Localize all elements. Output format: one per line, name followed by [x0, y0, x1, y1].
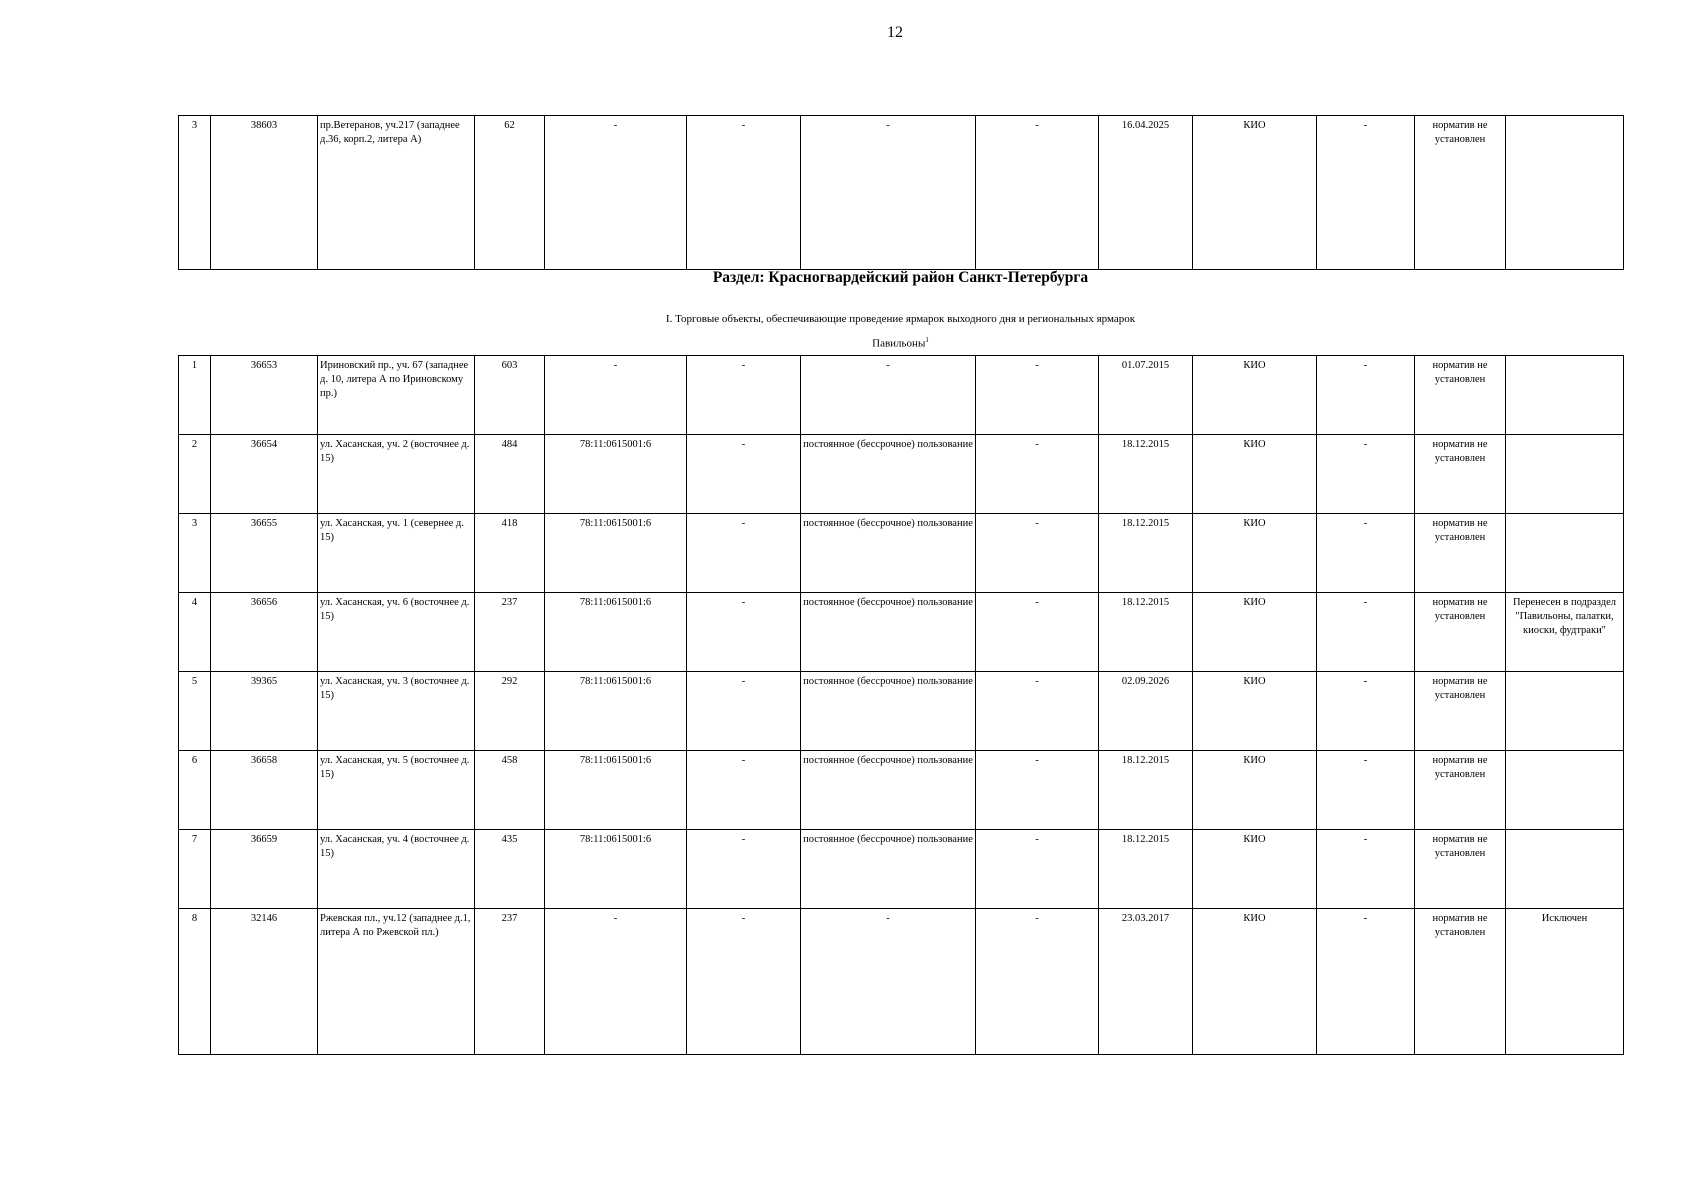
cell-col-6: - — [687, 356, 801, 435]
cell-col-8: - — [976, 435, 1099, 514]
cell-note — [1506, 830, 1624, 909]
top-table — [178, 115, 1624, 270]
cell-row-number: 1 — [179, 356, 211, 435]
cell-date: 18.12.2015 — [1099, 593, 1193, 672]
cell-address: Ржевская пл., уч.12 (западнее д.1, литера А по Ржевской пл.) — [318, 909, 475, 1055]
cell-col-8: - — [976, 751, 1099, 830]
cell-cadastral-number: - — [545, 909, 687, 1055]
cell-address: ул. Хасанская, уч. 3 (восточнее д. 15) — [318, 672, 475, 751]
cell-right-type: постоянное (бессрочное) пользование — [801, 514, 976, 593]
cell-cadastral-number: - — [545, 356, 687, 435]
cell-address: пр.Ветеранов, уч.217 (западнее д.36, корп.2, литера А) — [318, 116, 475, 270]
cell-col-6: - — [687, 116, 801, 270]
cell-area: 484 — [475, 435, 545, 514]
cell-object-id: 36659 — [211, 830, 318, 909]
cell-col-6: - — [687, 751, 801, 830]
page-number: 12 — [887, 24, 903, 41]
cell-authority: КИО — [1193, 909, 1317, 1055]
cell-norm: норматив не установлен — [1415, 830, 1506, 909]
cell-norm: норматив не установлен — [1415, 514, 1506, 593]
cell-row-number: 5 — [179, 672, 211, 751]
cell-cadastral-number: 78:11:0615001:6 — [545, 830, 687, 909]
cell-right-type: - — [801, 116, 976, 270]
cell-object-id: 32146 — [211, 909, 318, 1055]
cell-right-type: постоянное (бессрочное) пользование — [801, 435, 976, 514]
cell-norm: норматив не установлен — [1415, 751, 1506, 830]
table-row — [179, 672, 1624, 751]
cell-col-8: - — [976, 909, 1099, 1055]
cell-date: 16.04.2025 — [1099, 116, 1193, 270]
cell-col-6: - — [687, 593, 801, 672]
cell-col-8: - — [976, 116, 1099, 270]
cell-address: ул. Хасанская, уч. 2 (восточнее д. 15) — [318, 435, 475, 514]
cell-area: 62 — [475, 116, 545, 270]
cell-right-type: - — [801, 356, 976, 435]
subsection-title: I. Торговые объекты, обеспечивающие проведение ярмарок выходного дня и региональных ярмарок — [665, 313, 1136, 325]
cell-norm: норматив не установлен — [1415, 356, 1506, 435]
cell-object-id: 39365 — [211, 672, 318, 751]
cell-address: ул. Хасанская, уч. 6 (восточнее д. 15) — [318, 593, 475, 672]
cell-right-type: постоянное (бессрочное) пользование — [801, 751, 976, 830]
cell-area: 237 — [475, 909, 545, 1055]
cell-col-6: - — [687, 672, 801, 751]
section-title: Раздел: Красногвардейский район Санкт-Петербурга — [712, 269, 1089, 286]
cell-note — [1506, 356, 1624, 435]
table-row — [179, 830, 1624, 909]
cell-note — [1506, 514, 1624, 593]
cell-col-11: - — [1317, 751, 1415, 830]
cell-col-11: - — [1317, 356, 1415, 435]
cell-cadastral-number: 78:11:0615001:6 — [545, 514, 687, 593]
cell-note: Исключен — [1506, 909, 1624, 1055]
cell-note: Перенесен в подраздел "Павильоны, палатки, киоски, фудтраки" — [1506, 593, 1624, 672]
cell-authority: КИО — [1193, 356, 1317, 435]
cell-col-6: - — [687, 514, 801, 593]
main-table — [178, 355, 1624, 1055]
cell-area: 435 — [475, 830, 545, 909]
cell-norm: норматив не установлен — [1415, 909, 1506, 1055]
cell-area: 603 — [475, 356, 545, 435]
cell-cadastral-number: 78:11:0615001:6 — [545, 435, 687, 514]
cell-area: 418 — [475, 514, 545, 593]
cell-date: 18.12.2015 — [1099, 514, 1193, 593]
cell-date: 18.12.2015 — [1099, 830, 1193, 909]
subsubsection-label: Павильоны — [872, 337, 926, 350]
cell-address: ул. Хасанская, уч. 4 (восточнее д. 15) — [318, 830, 475, 909]
cell-object-id: 36656 — [211, 593, 318, 672]
cell-col-8: - — [976, 830, 1099, 909]
cell-authority: КИО — [1193, 751, 1317, 830]
cell-note — [1506, 116, 1624, 270]
cell-col-11: - — [1317, 514, 1415, 593]
cell-right-type: - — [801, 909, 976, 1055]
subsubsection-title — [178, 336, 1623, 350]
cell-cadastral-number: - — [545, 116, 687, 270]
cell-date: 18.12.2015 — [1099, 435, 1193, 514]
cell-area: 237 — [475, 593, 545, 672]
cell-col-6: - — [687, 909, 801, 1055]
cell-note — [1506, 751, 1624, 830]
cell-address: Ириновский пр., уч. 67 (западнее д. 10, литера А по Ириновскому пр.) — [318, 356, 475, 435]
cell-date: 02.09.2026 — [1099, 672, 1193, 751]
cell-norm: норматив не установлен — [1415, 116, 1506, 270]
table-row — [179, 356, 1624, 435]
cell-date: 18.12.2015 — [1099, 751, 1193, 830]
table-row — [179, 593, 1624, 672]
cell-row-number: 2 — [179, 435, 211, 514]
cell-object-id: 36655 — [211, 514, 318, 593]
cell-object-id: 36654 — [211, 435, 318, 514]
cell-object-id: 36658 — [211, 751, 318, 830]
cell-area: 292 — [475, 672, 545, 751]
cell-col-11: - — [1317, 830, 1415, 909]
cell-address: ул. Хасанская, уч. 1 (севернее д. 15) — [318, 514, 475, 593]
cell-date: 23.03.2017 — [1099, 909, 1193, 1055]
table-row — [179, 514, 1624, 593]
cell-row-number: 6 — [179, 751, 211, 830]
cell-col-8: - — [976, 672, 1099, 751]
cell-col-8: - — [976, 593, 1099, 672]
cell-note — [1506, 672, 1624, 751]
cell-authority: КИО — [1193, 435, 1317, 514]
cell-date: 01.07.2015 — [1099, 356, 1193, 435]
cell-cadastral-number: 78:11:0615001:6 — [545, 593, 687, 672]
cell-right-type: постоянное (бессрочное) пользование — [801, 830, 976, 909]
cell-col-6: - — [687, 830, 801, 909]
cell-col-6: - — [687, 435, 801, 514]
cell-col-8: - — [976, 356, 1099, 435]
cell-col-11: - — [1317, 116, 1415, 270]
cell-col-8: - — [976, 514, 1099, 593]
cell-authority: КИО — [1193, 593, 1317, 672]
cell-note — [1506, 435, 1624, 514]
cell-col-11: - — [1317, 435, 1415, 514]
footnote-marker: 1 — [925, 336, 929, 344]
cell-cadastral-number: 78:11:0615001:6 — [545, 672, 687, 751]
cell-address: ул. Хасанская, уч. 5 (восточнее д. 15) — [318, 751, 475, 830]
cell-row-number: 7 — [179, 830, 211, 909]
cell-object-id: 38603 — [211, 116, 318, 270]
cell-col-11: - — [1317, 909, 1415, 1055]
cell-authority: КИО — [1193, 672, 1317, 751]
table-row — [179, 116, 1624, 270]
cell-row-number: 8 — [179, 909, 211, 1055]
cell-object-id: 36653 — [211, 356, 318, 435]
table-row — [179, 435, 1624, 514]
table-row — [179, 909, 1624, 1055]
cell-row-number: 3 — [179, 514, 211, 593]
cell-norm: норматив не установлен — [1415, 672, 1506, 751]
cell-norm: норматив не установлен — [1415, 435, 1506, 514]
cell-right-type: постоянное (бессрочное) пользование — [801, 593, 976, 672]
cell-right-type: постоянное (бессрочное) пользование — [801, 672, 976, 751]
cell-norm: норматив не установлен — [1415, 593, 1506, 672]
cell-cadastral-number: 78:11:0615001:6 — [545, 751, 687, 830]
table-row — [179, 751, 1624, 830]
cell-authority: КИО — [1193, 830, 1317, 909]
cell-row-number: 3 — [179, 116, 211, 270]
cell-authority: КИО — [1193, 116, 1317, 270]
cell-col-11: - — [1317, 593, 1415, 672]
cell-row-number: 4 — [179, 593, 211, 672]
cell-col-11: - — [1317, 672, 1415, 751]
cell-area: 458 — [475, 751, 545, 830]
cell-authority: КИО — [1193, 514, 1317, 593]
